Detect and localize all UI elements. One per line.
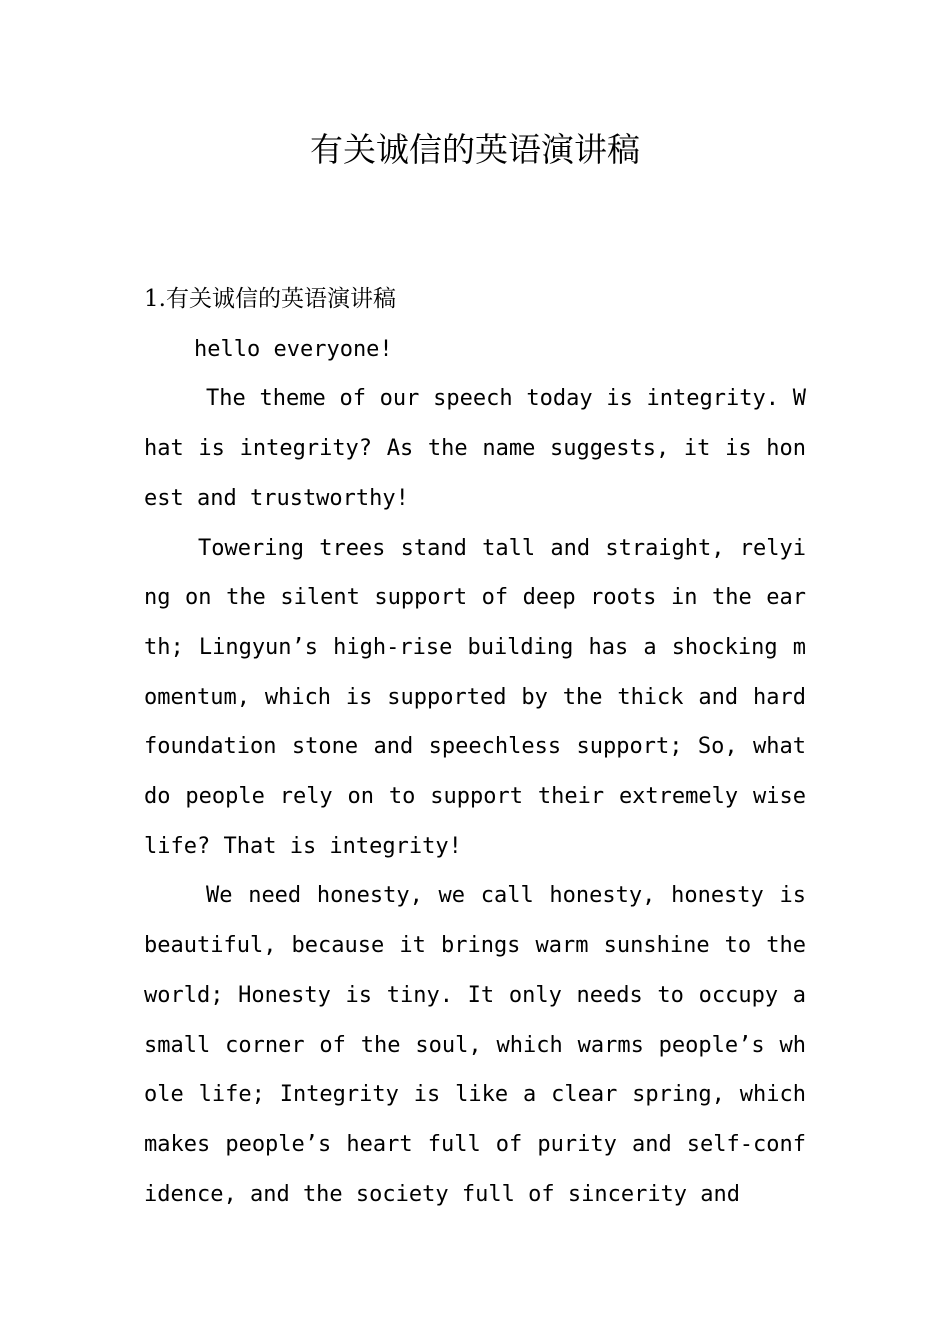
document-body <box>144 275 806 1219</box>
section-heading: 1.有关诚信的英语演讲稿 <box>144 286 396 312</box>
paragraph-greeting: hello everyone! <box>194 336 393 362</box>
paragraph-towering-trees: Towering trees stand tall and straight, relying on the silent support of deep roots in the earth; Lingyun’s high-rise building has a shocking momentum, which is supported by the thick and hard foundation stone and speechless support; So, what do people rely on to support their extremely wise life? That is integrity! <box>144 535 806 859</box>
paragraph-theme: The theme of our speech today is integrity. What is integrity? As the name suggests, it is honest and trustworthy! <box>144 386 806 511</box>
paragraph-honesty: We need honesty, we call honesty, honesty is beautiful, because it brings warm sunshine to the world; Honesty is tiny. It only needs to occupy a small corner of the soul, which warms people’s whole life; Integrity is like a clear spring, which makes people’s heart full of purity and self-confidence, and the society full of sincerity and <box>144 883 806 1207</box>
document-title: 有关诚信的英语演讲稿 <box>310 130 640 169</box>
